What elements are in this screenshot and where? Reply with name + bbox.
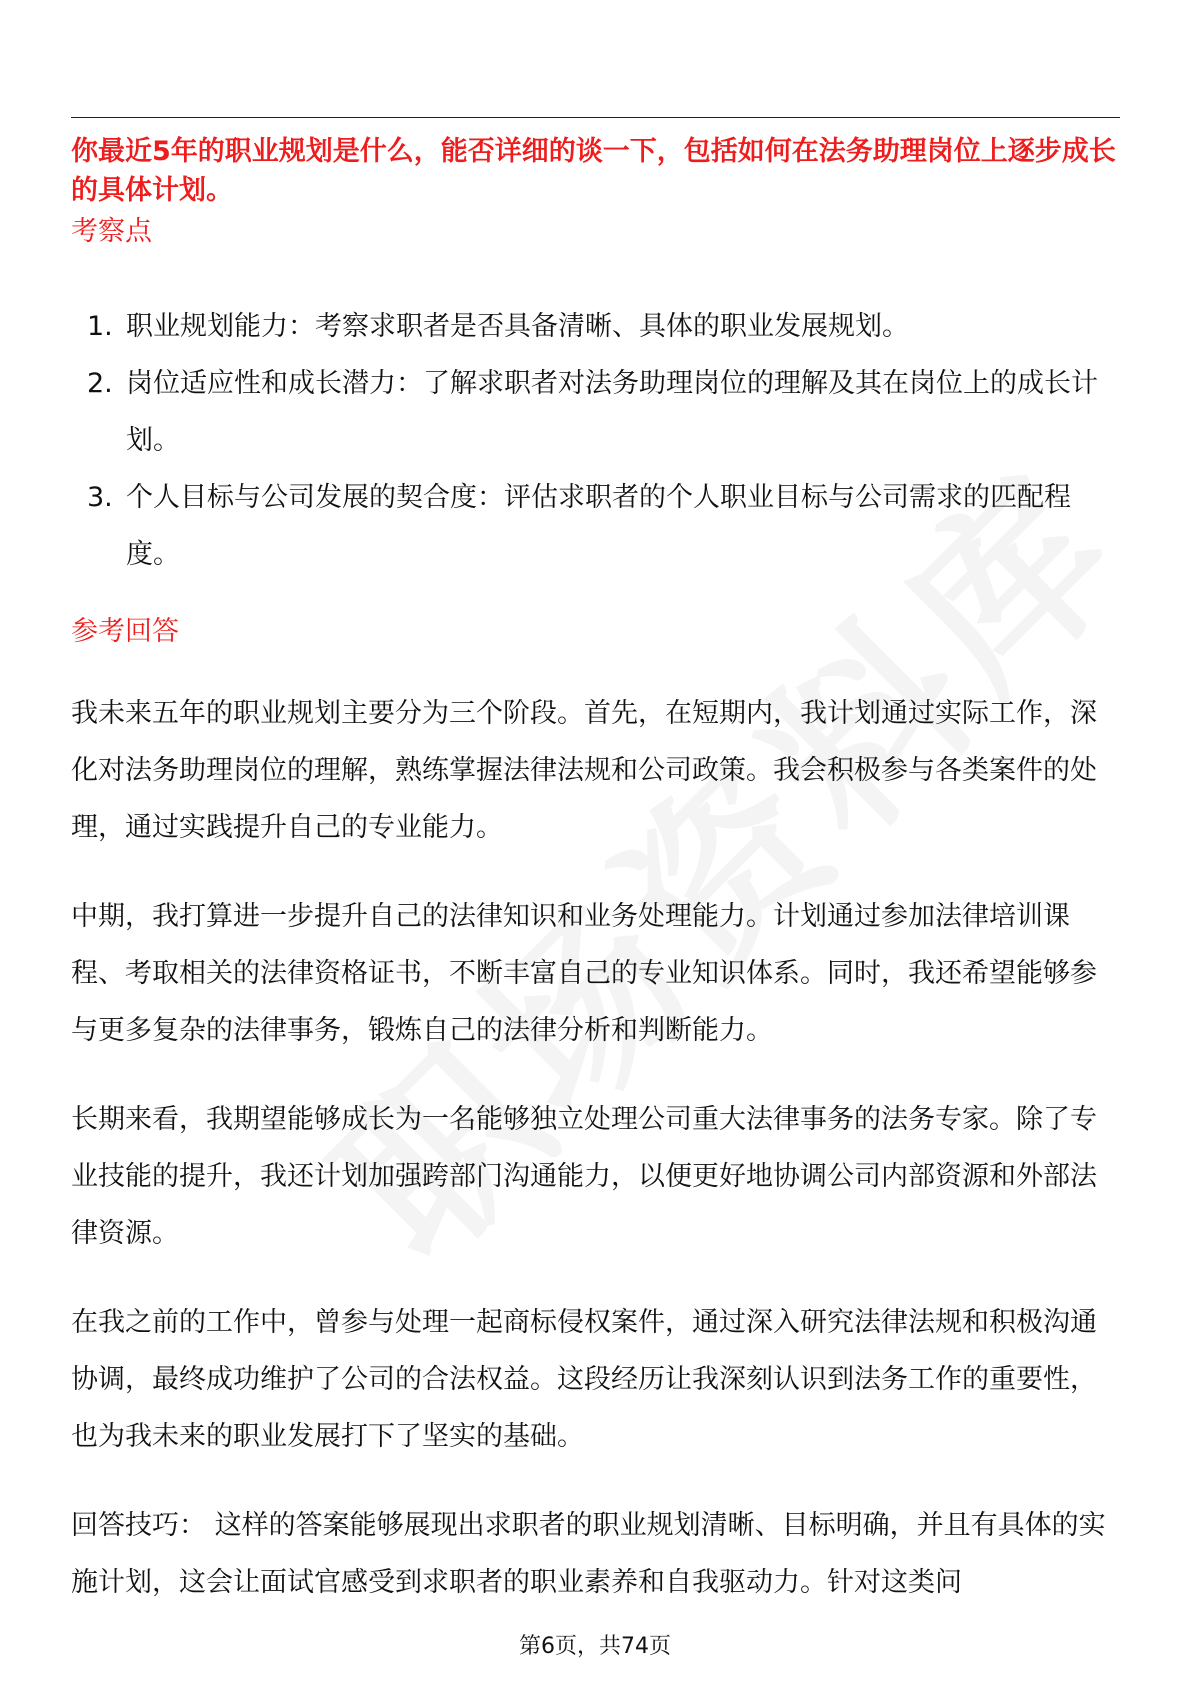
list-item-text: 岗位适应性和成长潜力：了解求职者对法务助理岗位的理解及其在岗位上的成长计划。	[126, 368, 1098, 456]
list-item-text: 个人目标与公司发展的契合度：评估求职者的个人职业目标与公司需求的匹配程度。	[126, 482, 1071, 570]
answer-paragraph: 中期，我打算进一步提升自己的法律知识和业务处理能力。计划通过参加法律培训课程、考取相关的法律资格证书，不断丰富自己的专业知识体系。同时，我还希望能够参与更多复杂的法律事务，锻炼自己的法律分析和判断能力。	[71, 901, 1097, 1046]
points-heading: 考察点	[71, 216, 152, 247]
list-item	[71, 355, 1123, 469]
answer-tips-paragraph: 回答技巧： 这样的答案能够展现出求职者的职业规划清晰、目标明确，并且有具体的实施计划，这会让面试官感受到求职者的职业素养和自我驱动力。针对这类问	[71, 1510, 1106, 1598]
list-item-text: 职业规划能力：考察求职者是否具备清晰、具体的职业发展规划。	[126, 311, 909, 342]
list-item-number: 3.	[87, 482, 113, 513]
page-footer: 第6页，共74页	[519, 1634, 671, 1659]
question-title: 你最近5年的职业规划是什么，能否详细的谈一下，包括如何在法务助理岗位上逐步成长的具体计划。	[71, 136, 1116, 206]
header-rule	[71, 117, 1120, 118]
list-item-number: 1.	[87, 311, 113, 342]
list-item	[71, 469, 1123, 583]
answer-paragraph: 长期来看，我期望能够成长为一名能够独立处理公司重大法律事务的法务专家。除了专业技能的提升，我还计划加强跨部门沟通能力，以便更好地协调公司内部资源和外部法律资源。	[71, 1104, 1097, 1249]
points-list	[71, 298, 1123, 583]
answer-paragraph: 我未来五年的职业规划主要分为三个阶段。首先，在短期内，我计划通过实际工作，深化对法务助理岗位的理解，熟练掌握法律法规和公司政策。我会积极参与各类案件的处理，通过实践提升自己的专业能力。	[71, 698, 1097, 843]
list-item-number: 2.	[87, 368, 113, 399]
answer-paragraph: 在我之前的工作中，曾参与处理一起商标侵权案件，通过深入研究法律法规和积极沟通协调，最终成功维护了公司的合法权益。这段经历让我深刻认识到法务工作的重要性，也为我未来的职业发展打下了坚实的基础。	[71, 1307, 1097, 1452]
answer-heading: 参考回答	[71, 616, 179, 647]
list-item	[71, 298, 1123, 355]
